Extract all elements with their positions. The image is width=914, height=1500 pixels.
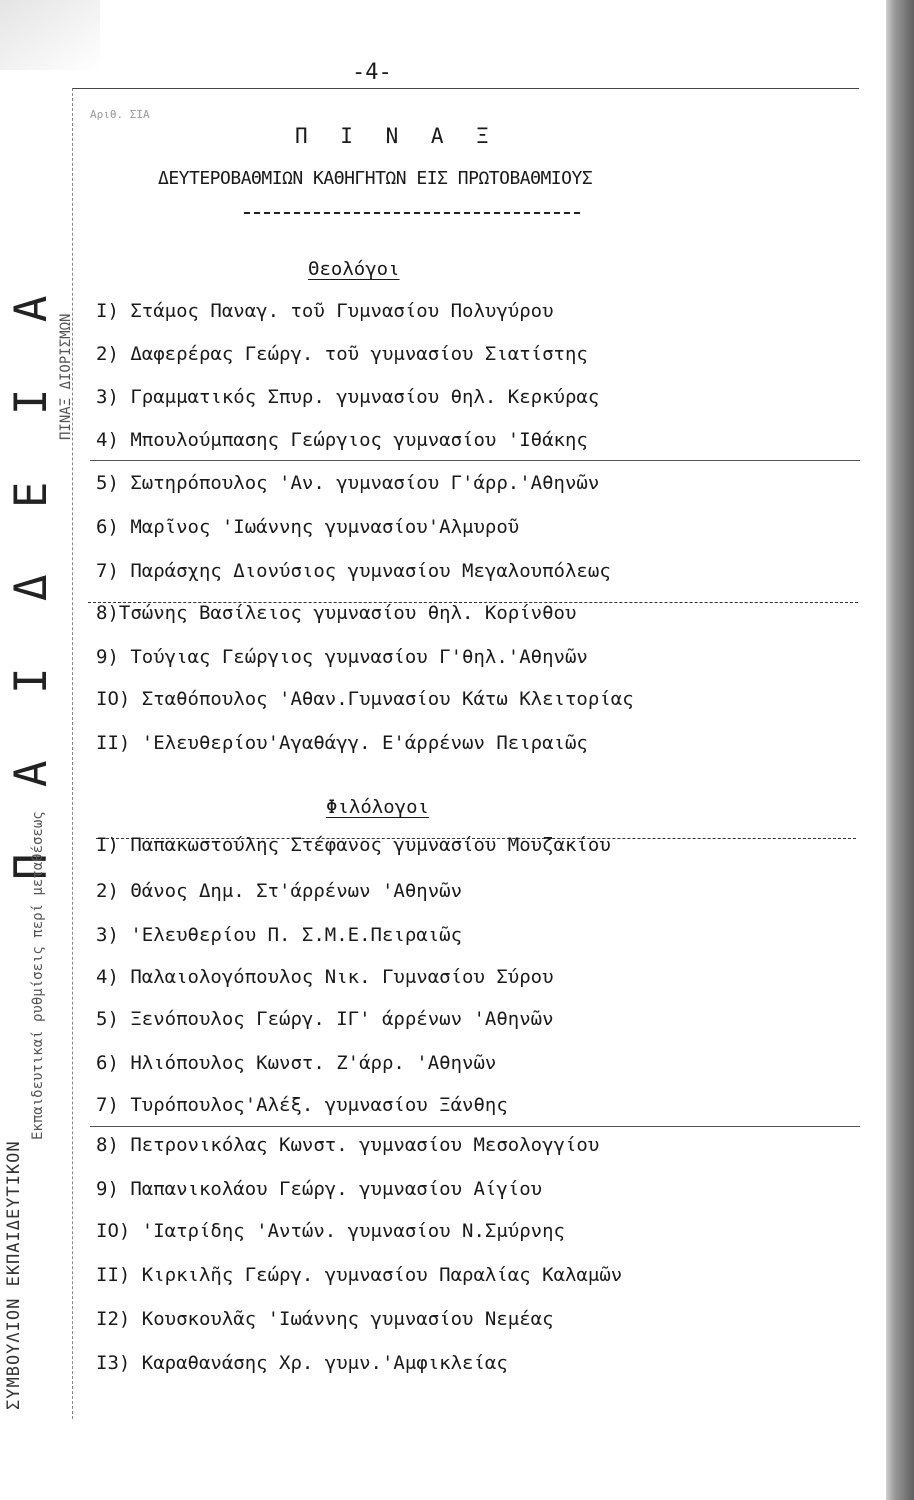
margin-large-heading: Π Α Ι Δ Ε Ι Α: [6, 275, 57, 880]
list-item: 8)Τσώνης Βασίλειος γυμνασίου θηλ. Κορίνθου: [96, 602, 577, 624]
page-number: -4-: [352, 60, 392, 85]
header-stamp: Αριθ. ΣΙΑ: [90, 108, 150, 121]
document-title: Π Ι Ν Α Ξ: [295, 124, 499, 148]
list-item: Ι) Στάμος Παναγ. τοῦ Γυμνασίου Πολυγύρου: [96, 300, 554, 322]
list-item: 5) Σωτηρόπουλος 'Αν. γυμνασίου Γ'άρρ.'Αθηνῶν: [96, 472, 600, 494]
list-item: 9) Παπανικολάου Γεώργ. γυμνασίου Αίγίου: [96, 1178, 543, 1200]
section-heading-theologoi: Θεολόγοι: [308, 258, 400, 280]
list-item: 5) Ξενόπουλος Γεώργ. ΙΓ' άρρένων 'Αθηνῶν: [96, 1008, 554, 1030]
list-item: 2) Δαφερέρας Γεώργ. τοῦ γυμνασίου Σιατίστης: [96, 343, 588, 365]
list-item: 4) Παλαιολογόπουλος Νικ. Γυμνασίου Σύρου: [96, 966, 554, 988]
margin-vertical-label: ΣΥΜΒΟΥΛΙΟΝ ΕΚΠΑΙΔΕΥΤΙΚΟΝ: [4, 1140, 24, 1410]
section-heading-filologoi: Φιλόλογοι: [326, 796, 429, 818]
list-item: Ι2) Κουσκουλᾶς 'Ιωάννης γυμνασίου Νεμέας: [96, 1308, 554, 1330]
list-item: 8) Πετρονικόλας Κωνστ. γυμνασίου Μεσολογγίου: [96, 1134, 600, 1156]
margin-vertical-note-top: ΠΙΝΑΞ ΔΙΟΡΙΣΜΩΝ: [58, 313, 74, 440]
list-item: 9) Τούγιας Γεώργιος γυμνασίου Γ'θηλ.'Αθηνῶν: [96, 646, 588, 668]
list-item: 7) Τυρόπουλος'Αλέξ. γυμνασίου Ξάνθης: [96, 1094, 508, 1116]
list-item: 6) Ηλιόπουλος Κωνστ. Ζ'άρρ. 'Αθηνῶν: [96, 1052, 497, 1074]
title-dash-rule: [244, 212, 580, 214]
list-item: ΙΙ) 'Ελευθερίου'Αγαθάγγ. Ε'άρρένων Πειραιῶς: [96, 732, 588, 754]
list-item: Ι) Παπακωστούλης Στέφανος γυμνασίου Μουζακίου: [96, 834, 611, 856]
list-item: ΙΙ) Κιρκιλῆς Γεώργ. γυμνασίου Παραλίας Καλαμῶν: [96, 1264, 623, 1286]
margin-vertical-note: Εκπαιδευτικαί ρυθμίσεις περί μεταθέσεως: [30, 811, 46, 1140]
scan-shadow: [0, 0, 100, 70]
row-rule: [90, 1126, 860, 1127]
list-item: ΙΟ) 'Ιατρίδης 'Αντών. γυμνασίου Ν.Σμύρνης: [96, 1220, 565, 1242]
scan-page-edge: [886, 0, 914, 1500]
document-subtitle: ΔΕΥΤΕΡΟΒΑΘΜΙΩΝ ΚΑΘΗΓΗΤΩΝ ΕΙΣ ΠΡΩΤΟΒΑΘΜΙΟΥΣ: [158, 168, 593, 189]
list-item: 6) Μαρῖνος 'Ιωάννης γυμνασίου'Αλμυροῦ: [96, 516, 520, 538]
list-item: 4) Μπουλούμπασης Γεώργιος γυμνασίου 'Ιθάκης: [96, 429, 588, 451]
row-rule: [90, 460, 860, 461]
list-item: 2) Θάνος Δημ. Στ'άρρένων 'Αθηνῶν: [96, 880, 463, 902]
list-item: 3) 'Ελευθερίου Π. Σ.Μ.Ε.Πειραιῶς: [96, 924, 463, 946]
list-item: 3) Γραμματικός Σπυρ. γυμνασίου θηλ. Κερκύρας: [96, 386, 600, 408]
list-item: Ι3) Καραθανάσης Χρ. γυμν.'Αμφικλείας: [96, 1352, 508, 1374]
list-item: 7) Παράσχης Διονύσιος γυμνασίου Μεγαλουπόλεως: [96, 560, 611, 582]
list-item: ΙΟ) Σταθόπουλος 'Αθαν.Γυμνασίου Κάτω Κλειτορίας: [96, 688, 634, 710]
